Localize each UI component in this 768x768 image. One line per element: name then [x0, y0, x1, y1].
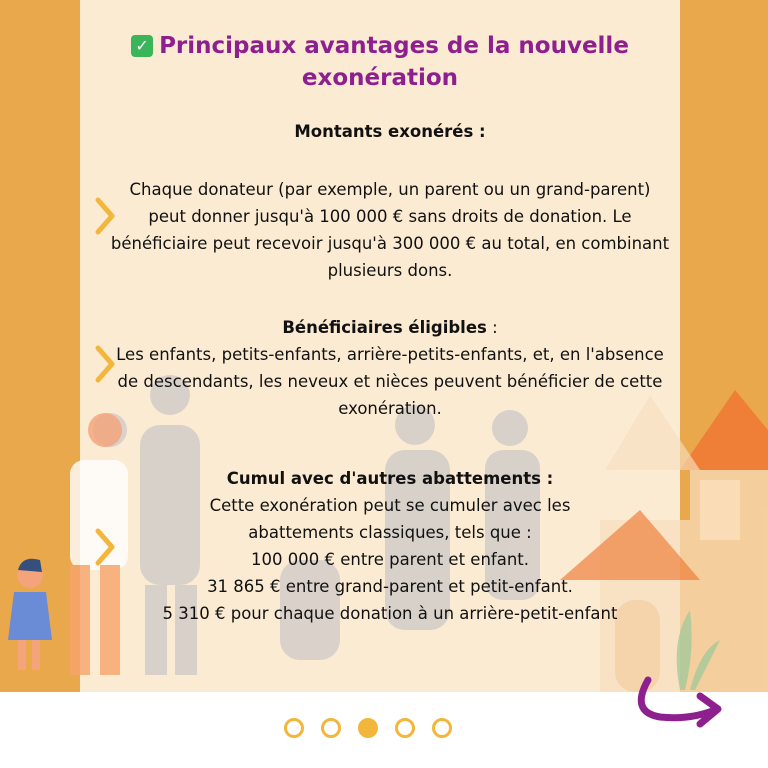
chevron-right-icon [92, 344, 118, 384]
page-dot-5[interactable] [432, 718, 452, 738]
cumul-line-grandparent: 31 865 € entre grand-parent et petit-enfant. [207, 577, 573, 596]
section-heading-beneficiaires: Bénéficiaires éligibles : [282, 318, 498, 337]
cumul-line-parent: 100 000 € entre parent et enfant. [250, 550, 529, 569]
page-dot-1[interactable] [284, 718, 304, 738]
cumul-line-arriere: 5 310 € pour chaque donation à un arrière-petit-enfant [162, 604, 618, 623]
page-title: ✓ Principaux avantages de la nouvelle exonération [100, 30, 660, 94]
chevron-right-icon [92, 196, 118, 236]
section-body-montants: Chaque donateur (par exemple, un parent ou un grand-parent) peut donner jusqu'à 100 000 € sans droits de donation. Le bénéficiaire peut recevoir jusqu'à 300 000 € au total, en combinant plusieurs dons. [110, 180, 670, 280]
section-heading-cumul: Cumul avec d'autres abattements : [226, 469, 554, 488]
section-body-beneficiaires: Les enfants, petits-enfants, arrière-petits-enfants, et, en l'absence de descendants, les neveux et nièces peuvent bénéficier de cette exonération. [116, 345, 664, 418]
next-arrow-icon[interactable] [630, 672, 730, 742]
pagination-dots [284, 718, 452, 738]
page-dot-3-active[interactable] [358, 718, 378, 738]
cumul-intro-line: Cette exonération peut se cumuler avec les abattements classiques, tels que : [209, 496, 571, 542]
checkmark-icon: ✓ [131, 35, 153, 57]
page-dot-4[interactable] [395, 718, 415, 738]
page-dot-2[interactable] [321, 718, 341, 738]
section-body-cumul [110, 492, 670, 627]
chevron-right-icon [92, 527, 118, 567]
section-heading-montants: Montants exonérés : [294, 122, 486, 141]
